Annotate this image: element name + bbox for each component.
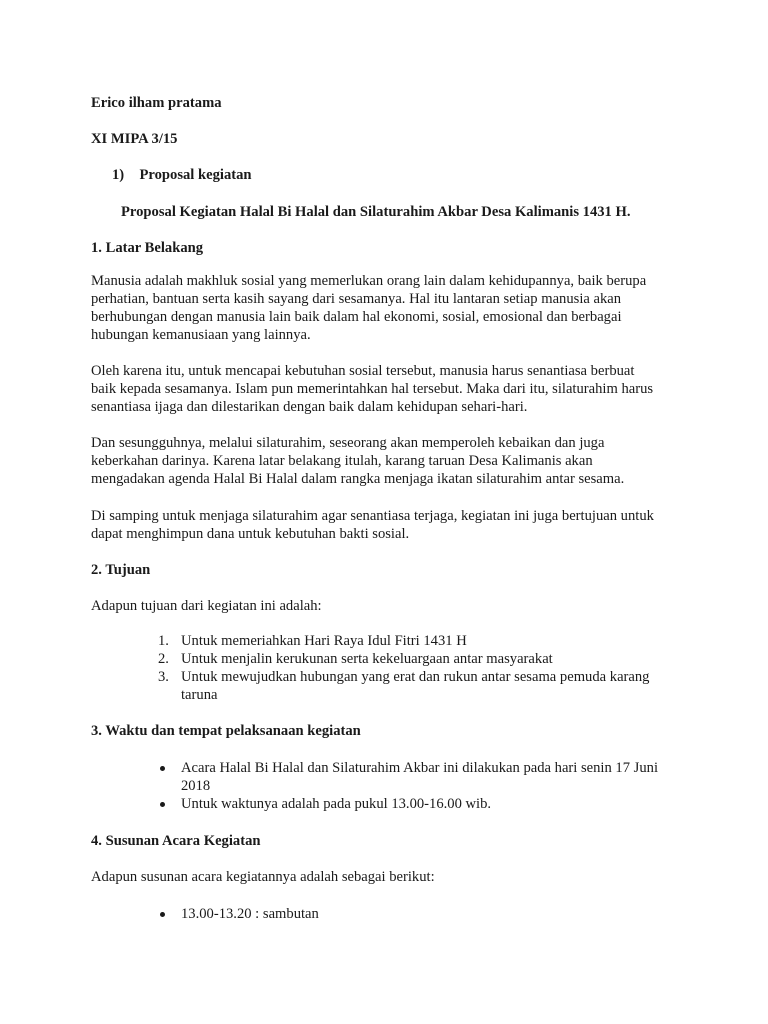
waktu-item-2 <box>158 795 698 813</box>
item-number: 1. <box>158 633 169 649</box>
paragraph-line: Dan sesungguhnya, melalui silaturahim, seseorang akan memperoleh kebaikan dan juga <box>91 435 605 451</box>
paragraph-line: Di samping untuk menjaga silaturahim agar senantiasa terjaga, kegiatan ini juga bertujuan untuk <box>91 508 654 524</box>
item-text: Untuk menjalin kerukunan serta kekeluargaan antar masyarakat <box>181 651 553 667</box>
susunan-item-1 <box>158 905 698 923</box>
susunan-intro: Adapun susunan acara kegiatannya adalah sebagai berikut: <box>91 869 435 885</box>
tujuan-item-3 <box>158 668 698 704</box>
latar-belakang-heading: 1. Latar Belakang <box>91 240 204 256</box>
item-number: 3. <box>158 669 169 685</box>
paragraph-line: berhubungan dengan manusia lain baik dalam hal ekonomi, sosial, emosional dan berbagai <box>91 309 622 325</box>
waktu-heading: 3. Waktu dan tempat pelaksanaan kegiatan <box>91 723 361 739</box>
bullet-icon <box>160 766 165 771</box>
tujuan-item-2 <box>158 650 698 668</box>
latar-paragraph-1 <box>91 272 681 344</box>
tujuan-intro: Adapun tujuan dari kegiatan ini adalah: <box>91 598 322 614</box>
item-text: 2018 <box>181 778 211 794</box>
paragraph-line: baik kepada sesamanya. Islam pun memerintahkan hal tersebut. Maka dari itu, silaturahim harus <box>91 381 654 397</box>
item-number: 2. <box>158 651 169 667</box>
paragraph-line: perhatian, bantuan serta kasih sayang dari sesamanya. Hal itu lantaran setiap manusia akan <box>91 291 622 307</box>
waktu-item-1 <box>158 759 698 795</box>
paragraph-line: mengadakan agenda Halal Bi Halal dalam rangka menjaga ikatan silaturahim antar sesama. <box>91 471 625 487</box>
susunan-heading: 4. Susunan Acara Kegiatan <box>91 833 261 849</box>
author-class: XI MIPA 3/15 <box>91 131 178 147</box>
item-text: Untuk mewujudkan hubungan yang erat dan rukun antar sesama pemuda karang <box>181 669 650 685</box>
bullet-icon <box>160 912 165 917</box>
item-text: taruna <box>181 687 218 703</box>
section-heading <box>112 166 252 184</box>
item-text: Untuk waktunya adalah pada pukul 13.00-16.00 wib. <box>181 796 492 812</box>
latar-paragraph-2 <box>91 362 681 416</box>
section-number: 1) <box>112 167 125 183</box>
item-text: Untuk memeriahkan Hari Raya Idul Fitri 1431 H <box>181 633 467 649</box>
paragraph-line: Manusia adalah makhluk sosial yang memerlukan orang lain dalam kehidupannya, baik berupa <box>91 273 647 289</box>
paragraph-line: dapat menghimpun dana untuk kebutuhan bakti sosial. <box>91 526 410 542</box>
item-text: Acara Halal Bi Halal dan Silaturahim Akbar ini dilakukan pada hari senin 17 Juni <box>181 760 659 776</box>
proposal-title: Proposal Kegiatan Halal Bi Halal dan Silaturahim Akbar Desa Kalimanis 1431 H. <box>121 204 631 220</box>
latar-paragraph-3 <box>91 434 681 488</box>
tujuan-heading: 2. Tujuan <box>91 562 151 578</box>
paragraph-line: hubungan kemanusiaan yang lainnya. <box>91 327 311 343</box>
author-name: Erico ilham pratama <box>91 95 222 111</box>
paragraph-line: Oleh karena itu, untuk mencapai kebutuhan sosial tersebut, manusia harus senantiasa berbuat <box>91 363 635 379</box>
paragraph-line: keberkahan darinya. Karena latar belakang itulah, karang taruan Desa Kalimanis akan <box>91 453 593 469</box>
latar-paragraph-4 <box>91 507 681 543</box>
paragraph-line: senantiasa ijaga dan dilestarikan dengan baik dalam kehidupan sehari-hari. <box>91 399 528 415</box>
tujuan-item-1 <box>158 632 698 650</box>
section-label: Proposal kegiatan <box>139 167 252 183</box>
item-text: 13.00-13.20 : sambutan <box>181 906 319 922</box>
bullet-icon <box>160 802 165 807</box>
